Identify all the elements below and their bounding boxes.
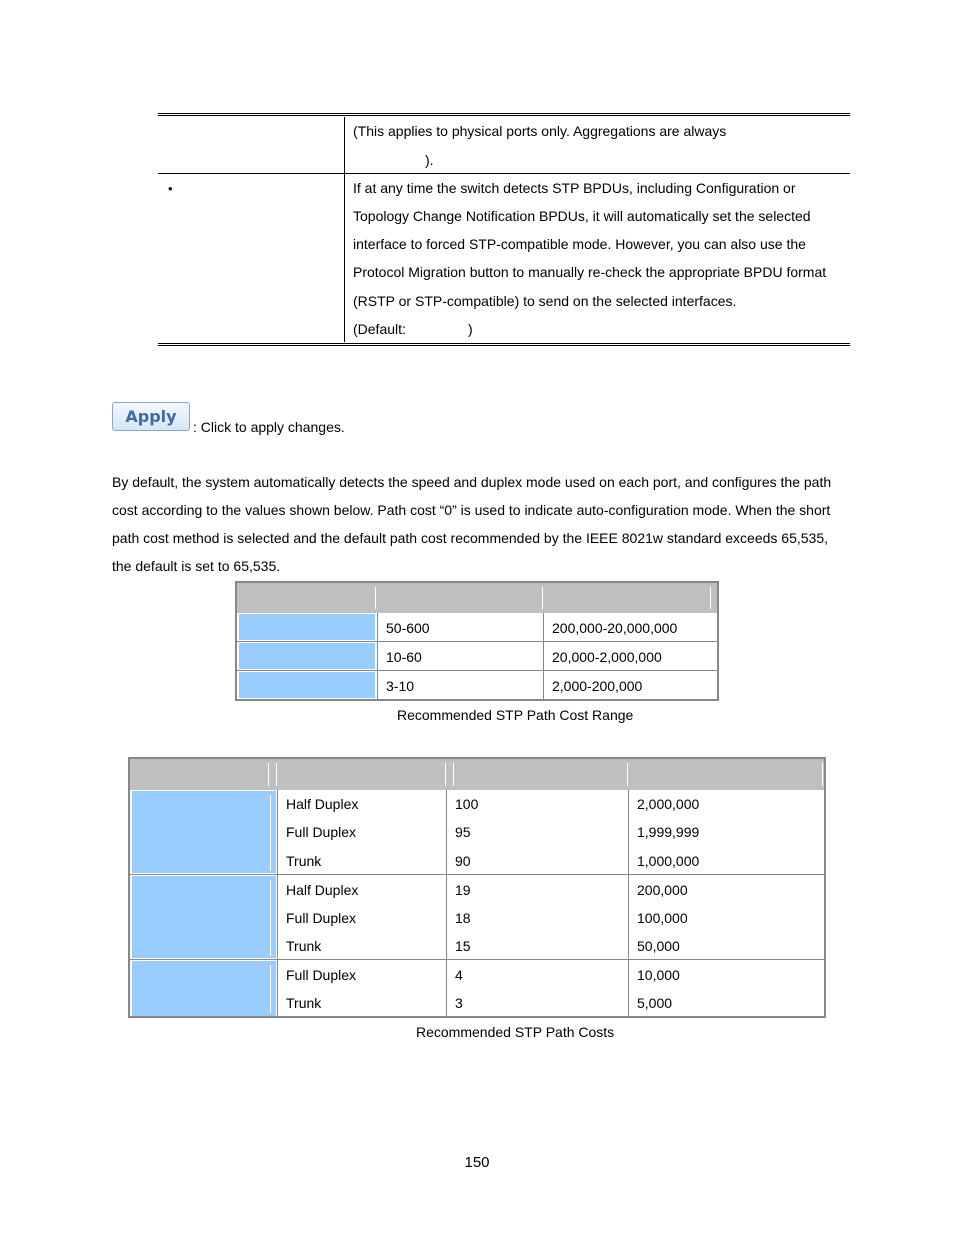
table-cell: 2,000,000 [637,796,700,812]
range-table-caption: Recommended STP Path Cost Range [397,707,634,723]
row-label-cell [239,643,375,669]
row2-default-suffix: ) [468,321,473,337]
table-cell: 10-60 [386,649,422,665]
row-label-cell [239,614,375,640]
group-label-cell [132,961,276,1016]
row-label-cell [239,672,375,698]
table-cell: Trunk [286,995,322,1011]
table-cell: 50,000 [637,938,680,954]
table-header-row [130,759,824,790]
row1-text-line-2: ). [425,152,434,168]
table-cell: Trunk [286,853,322,869]
table-cell: 1,999,999 [637,824,700,840]
table-cell: Full Duplex [286,824,357,840]
table-cell: 15 [455,938,471,954]
path-costs-table [128,757,826,1018]
paragraph-line-4: the default is set to 65,535. [112,558,281,574]
table-bottom-rule [158,343,850,346]
group-label-cell [132,791,276,873]
table-cell: 19 [455,882,471,898]
table-cell: 100 [455,796,479,812]
table-cell: 10,000 [637,967,680,983]
row2-text-line-1: If at any time the switch detects STP BPDUs, including Configuration or [353,180,796,196]
table-cell: 3-10 [386,678,415,694]
column-divider [344,117,345,342]
paragraph-line-3: path cost method is selected and the default path cost recommended by the IEEE 8021w standard exceeds 65,535, [112,530,829,546]
table-cell: Full Duplex [286,967,357,983]
paragraph-line-1: By default, the system automatically detects the speed and duplex mode used on each port, and configures the path [112,474,832,490]
row2-text-line-3: interface to forced STP-compatible mode. However, you can also use the [353,236,806,252]
row2-text-line-4: Protocol Migration button to manually re-check the appropriate BPDU format [353,264,827,280]
bullet-icon: • [168,181,173,196]
table-cell: Half Duplex [286,796,359,812]
apply-button[interactable]: Apply [112,402,190,431]
row1-text-line-1: (This applies to physical ports only. Aggregations are always [353,123,727,139]
table-cell: 3 [455,995,463,1011]
table-cell: 50-600 [386,620,430,636]
table-top-rule [158,113,850,116]
table-cell: 100,000 [637,910,688,926]
group-label-cell [132,876,276,958]
row2-text-line-2: Topology Change Notification BPDUs, it will automatically set the selected [353,208,811,224]
apply-description: : Click to apply changes. [193,419,345,435]
table-cell: 4 [455,967,463,983]
row2-default-prefix: (Default: [353,321,406,337]
table-cell: Full Duplex [286,910,357,926]
parameter-table [158,113,850,346]
page-number: 150 [464,1154,490,1171]
table-cell: 18 [455,910,471,926]
table-cell: Half Duplex [286,882,359,898]
table-cell: 1,000,000 [637,853,700,869]
table-header-row [237,583,717,613]
table-cell: 200,000 [637,882,688,898]
paragraph-line-2: cost according to the values shown below. Path cost “0” is used to indicate auto-configuration mode. When the short [112,502,831,518]
table-cell: 90 [455,853,471,869]
row2-text-line-5: (RSTP or STP-compatible) to send on the selected interfaces. [353,293,737,309]
table-cell: 2,000-200,000 [552,678,643,694]
table-cell: 5,000 [637,995,673,1011]
path-cost-range-table [235,581,719,701]
table-cell: 95 [455,824,471,840]
table-cell: 20,000-2,000,000 [552,649,662,665]
costs-table-caption: Recommended STP Path Costs [416,1024,615,1040]
table-cell: Trunk [286,938,322,954]
table-cell: 200,000-20,000,000 [552,620,678,636]
row-divider [158,173,850,174]
